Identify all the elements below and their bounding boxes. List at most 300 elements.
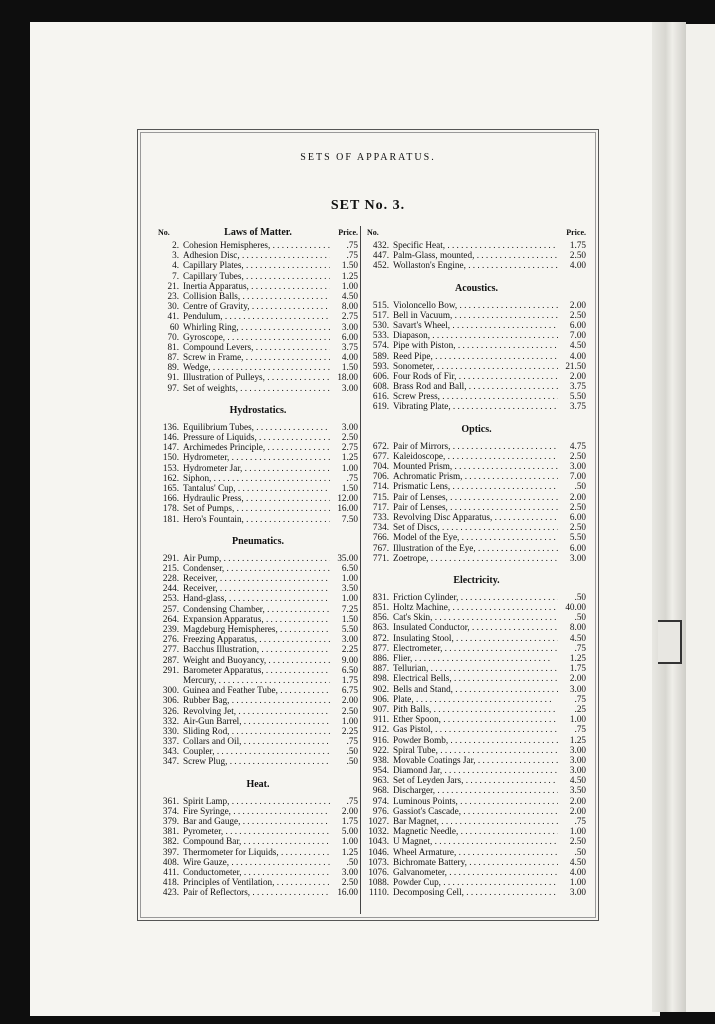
item-number: 23. bbox=[167, 290, 179, 301]
item-price: 8.00 bbox=[569, 622, 586, 633]
item-price: 12.00 bbox=[337, 493, 358, 504]
item-name: Holtz Machine, . . . bbox=[389, 602, 558, 612]
item-name: Magdeburg Hemispheres, . . . bbox=[179, 624, 330, 634]
list-item bbox=[158, 483, 358, 493]
item-name: Siphon, . . . bbox=[179, 473, 330, 483]
item-number: 2. bbox=[172, 240, 179, 250]
list-item bbox=[158, 847, 358, 857]
item-number: 1076. bbox=[368, 866, 389, 877]
item-price: 4.50 bbox=[341, 290, 358, 301]
item-name: Hydraulic Press, . . . bbox=[179, 493, 330, 503]
item-number: 963. bbox=[372, 775, 389, 786]
list-item bbox=[367, 867, 586, 877]
item-name: Pressure of Liquids, . . . bbox=[179, 432, 330, 442]
list-item bbox=[158, 736, 358, 746]
item-name: Electrometer, . . . bbox=[389, 643, 558, 653]
set-title: SET No. 3. bbox=[330, 198, 406, 213]
item-name: Whirling Ring, . . . bbox=[179, 322, 330, 332]
list-item bbox=[367, 775, 586, 785]
item-price: 1.00 bbox=[341, 462, 358, 473]
item-name: Reed Pipe, . . . bbox=[389, 351, 558, 361]
item-number: 1073. bbox=[368, 856, 389, 867]
item-number: 898. bbox=[372, 673, 389, 684]
item-name: Wire Gauze, . . . bbox=[179, 857, 330, 867]
section-title: Pneumatics. bbox=[232, 535, 284, 547]
item-price: 1.00 bbox=[569, 877, 586, 888]
item-number: 70. bbox=[167, 331, 179, 342]
item-price: 2.00 bbox=[569, 370, 586, 381]
item-name: Spirit Lamp, . . . bbox=[179, 796, 330, 806]
item-number: 619. bbox=[372, 401, 389, 412]
list-item bbox=[158, 250, 358, 260]
item-price: 1.75 bbox=[569, 663, 586, 674]
section-title: Heat. bbox=[246, 778, 270, 790]
item-price: 1.50 bbox=[341, 362, 358, 373]
list-item bbox=[158, 624, 358, 634]
section-title: Hydrostatics. bbox=[229, 404, 287, 416]
item-name: Screw Plug, . . . bbox=[179, 756, 330, 766]
item-price: 3.00 bbox=[341, 321, 358, 332]
list-item bbox=[367, 816, 586, 826]
item-name: Specific Heat, . . . bbox=[389, 240, 558, 250]
section-gap bbox=[158, 767, 358, 779]
item-price: 2.50 bbox=[341, 877, 358, 888]
list-item bbox=[158, 452, 358, 462]
item-name: Wheel Armature, . . . bbox=[389, 847, 558, 857]
section-title: Laws of Matter. bbox=[224, 227, 292, 238]
item-price: .75 bbox=[574, 724, 586, 735]
item-number: 276. bbox=[162, 634, 179, 645]
list-item bbox=[367, 847, 586, 857]
item-name: Pair of Lenses, . . . bbox=[389, 502, 558, 512]
binding-clip bbox=[658, 620, 682, 664]
item-number: 89. bbox=[167, 362, 179, 373]
item-number: 306. bbox=[162, 695, 179, 706]
item-price: 1.50 bbox=[341, 482, 358, 493]
item-name: Pair of Lenses, . . . bbox=[389, 492, 558, 502]
list-item bbox=[158, 332, 358, 342]
list-item bbox=[367, 602, 586, 612]
list-item bbox=[367, 785, 586, 795]
item-price: 1.00 bbox=[341, 573, 358, 584]
item-name: Freezing Apparatus, . . . bbox=[179, 634, 330, 644]
item-name: Wedge, . . . bbox=[179, 362, 330, 372]
list-item bbox=[367, 522, 586, 532]
item-name: Receiver, . . . bbox=[179, 583, 330, 593]
item-name: Capillary Tubes, . . . bbox=[179, 271, 330, 281]
item-price: .75 bbox=[346, 736, 358, 747]
list-item bbox=[367, 481, 586, 491]
item-name: Four Rods of Fir, . . . bbox=[389, 371, 558, 381]
item-price: 7.25 bbox=[341, 603, 358, 614]
item-name: Compound Levers, . . . bbox=[179, 342, 330, 352]
item-name: Principles of Ventilation, . . . bbox=[179, 877, 330, 887]
item-price: 1.25 bbox=[341, 846, 358, 857]
item-price: 4.00 bbox=[569, 260, 586, 271]
item-number: 326. bbox=[162, 705, 179, 716]
item-number: 886. bbox=[372, 653, 389, 663]
item-price: 21.50 bbox=[565, 360, 586, 371]
item-price: 3.00 bbox=[341, 634, 358, 645]
item-number: 831. bbox=[372, 591, 389, 602]
item-number: 97. bbox=[167, 382, 179, 393]
list-item bbox=[367, 643, 586, 653]
item-number: 877. bbox=[372, 642, 389, 653]
list-item bbox=[158, 493, 358, 503]
item-name: Gyroscope, . . . bbox=[179, 332, 330, 342]
item-name: Condensing Chamber, . . . bbox=[179, 604, 330, 614]
list-item bbox=[367, 553, 586, 563]
item-name: Set of Discs, . . . bbox=[389, 522, 558, 532]
list-item bbox=[367, 300, 586, 310]
list-item bbox=[158, 685, 358, 695]
item-number: 287. bbox=[162, 654, 179, 665]
list-item bbox=[367, 796, 586, 806]
item-price: .75 bbox=[574, 816, 586, 826]
item-name: Hydrometer Jar, . . . bbox=[179, 463, 330, 473]
item-price: 3.00 bbox=[341, 866, 358, 877]
list-item bbox=[367, 250, 586, 260]
item-number: 938. bbox=[372, 754, 389, 765]
item-name: Air Pump, . . . bbox=[179, 553, 330, 563]
list-item bbox=[158, 634, 358, 644]
list-item bbox=[158, 473, 358, 483]
item-name: Model of the Eye, . . . bbox=[389, 532, 558, 542]
item-name: Bar Magnet, . . . bbox=[389, 816, 558, 826]
item-price: 18.00 bbox=[337, 372, 358, 383]
item-price: 1.25 bbox=[569, 734, 586, 745]
list-item bbox=[158, 362, 358, 372]
item-number: 41. bbox=[167, 311, 179, 322]
item-number: 616. bbox=[372, 391, 389, 402]
item-price: 2.50 bbox=[569, 836, 586, 847]
item-name: Violoncello Bow, . . . bbox=[389, 300, 558, 310]
item-number: 767. bbox=[372, 542, 389, 553]
item-name: Condenser, . . . bbox=[179, 563, 330, 573]
item-number: 381. bbox=[162, 826, 179, 837]
list-item bbox=[158, 271, 358, 281]
item-name: Adhesion Disc, . . . bbox=[179, 250, 330, 260]
item-number: 330. bbox=[162, 725, 179, 736]
item-name: Coupler, . . . bbox=[179, 746, 330, 756]
list-item bbox=[158, 514, 358, 524]
item-price: 6.00 bbox=[569, 542, 586, 553]
item-name: Achromatic Prism, . . . bbox=[389, 471, 558, 481]
item-number: 337. bbox=[162, 736, 179, 747]
item-price: .75 bbox=[346, 240, 358, 250]
item-name: Bichromate Battery, . . . bbox=[389, 857, 558, 867]
list-item bbox=[367, 755, 586, 765]
item-number: 162. bbox=[162, 472, 179, 483]
item-name: Cohesion Hemispheres, . . . bbox=[179, 240, 330, 250]
section-title: Acoustics. bbox=[454, 282, 499, 294]
item-price: 4.00 bbox=[341, 352, 358, 363]
item-price: 1.75 bbox=[569, 240, 586, 250]
list-item bbox=[367, 381, 586, 391]
item-name: Hydrometer, . . . bbox=[179, 452, 330, 462]
item-price: .25 bbox=[574, 703, 586, 714]
item-name: Gassiot's Cascade, . . . bbox=[389, 806, 558, 816]
item-name: Pair of Mirrors, . . . bbox=[389, 441, 558, 451]
list-item bbox=[158, 877, 358, 887]
item-number: 856. bbox=[372, 612, 389, 623]
item-price: 3.75 bbox=[569, 401, 586, 412]
list-item bbox=[367, 401, 586, 411]
item-price: 2.75 bbox=[341, 311, 358, 322]
item-number: 30. bbox=[167, 301, 179, 312]
item-number: 150. bbox=[162, 452, 179, 463]
item-number: 887. bbox=[372, 663, 389, 674]
item-name: Ether Spoon, . . . bbox=[389, 714, 558, 724]
item-number: 1046. bbox=[368, 846, 389, 857]
item-number: 530. bbox=[372, 319, 389, 330]
item-name: Wollaston's Engine, . . . bbox=[389, 260, 558, 270]
item-name: Collars and Oil, . . . bbox=[179, 736, 330, 746]
item-number: 165. bbox=[162, 482, 179, 493]
list-item bbox=[158, 655, 358, 665]
item-number: 432. bbox=[372, 240, 389, 250]
item-number: 911. bbox=[373, 714, 389, 725]
list-item bbox=[158, 240, 358, 250]
section-title: Optics. bbox=[461, 423, 492, 435]
item-number: 228. bbox=[162, 573, 179, 584]
running-title: SETS OF APPARATUS. bbox=[300, 152, 436, 163]
item-number: 714. bbox=[372, 481, 389, 492]
list-item bbox=[158, 746, 358, 756]
item-number: 452. bbox=[372, 260, 389, 271]
item-number: 418. bbox=[162, 877, 179, 888]
list-item bbox=[367, 532, 586, 542]
item-price: .75 bbox=[346, 795, 358, 806]
item-name: Luminous Points, . . . bbox=[389, 796, 558, 806]
item-number: 343. bbox=[162, 746, 179, 757]
item-number: 912. bbox=[372, 724, 389, 735]
item-price: 3.00 bbox=[569, 683, 586, 694]
item-price: 35.00 bbox=[337, 552, 358, 563]
item-number: 291. bbox=[162, 664, 179, 675]
item-number: 136. bbox=[162, 421, 179, 432]
item-name: Tantalus' Cup, . . . bbox=[179, 483, 330, 493]
section-gap bbox=[367, 271, 586, 283]
column-header-no: No. bbox=[367, 228, 379, 237]
item-number: 300. bbox=[162, 685, 179, 696]
item-price: 3.00 bbox=[569, 887, 586, 898]
item-number: 166. bbox=[162, 493, 179, 504]
list-item bbox=[158, 301, 358, 311]
item-number: 181. bbox=[162, 513, 179, 524]
section-title: Electricity. bbox=[453, 574, 500, 586]
item-price: 3.00 bbox=[569, 552, 586, 563]
item-number: 766. bbox=[372, 532, 389, 543]
item-price: 1.25 bbox=[569, 653, 586, 663]
item-price: 4.50 bbox=[569, 632, 586, 643]
item-price: 2.50 bbox=[569, 450, 586, 461]
item-name: Vibrating Plate, . . . bbox=[389, 401, 558, 411]
item-price: .75 bbox=[346, 472, 358, 483]
item-name: Hero's Fountain, . . . bbox=[179, 514, 330, 524]
item-price: 2.00 bbox=[569, 673, 586, 684]
item-name: Screw Press, . . . bbox=[389, 391, 558, 401]
list-item bbox=[367, 361, 586, 371]
item-number: 397. bbox=[162, 846, 179, 857]
item-name: Diapason, . . . bbox=[389, 330, 558, 340]
catalog-frame bbox=[137, 129, 599, 921]
item-price: 16.00 bbox=[337, 887, 358, 898]
item-number: 974. bbox=[372, 795, 389, 806]
list-item bbox=[367, 826, 586, 836]
item-name: Diamond Jar, . . . bbox=[389, 765, 558, 775]
list-item bbox=[158, 432, 358, 442]
list-item bbox=[367, 592, 586, 602]
list-item bbox=[367, 451, 586, 461]
list-item bbox=[158, 583, 358, 593]
item-number: 922. bbox=[372, 744, 389, 755]
item-price: 40.00 bbox=[565, 602, 586, 613]
list-item bbox=[158, 383, 358, 393]
item-price: 6.75 bbox=[341, 685, 358, 696]
section-gap bbox=[367, 563, 586, 575]
item-number: 907. bbox=[372, 703, 389, 714]
item-number: 715. bbox=[372, 491, 389, 502]
item-number: 589. bbox=[372, 350, 389, 361]
item-price: 2.00 bbox=[341, 805, 358, 816]
list-item bbox=[158, 857, 358, 867]
item-number: 423. bbox=[162, 887, 179, 898]
item-name: Savart's Wheel, . . . bbox=[389, 320, 558, 330]
list-item bbox=[367, 371, 586, 381]
list-item bbox=[158, 756, 358, 766]
item-price: 6.00 bbox=[341, 331, 358, 342]
item-price: 1.50 bbox=[341, 260, 358, 271]
list-item bbox=[367, 461, 586, 471]
item-price: 2.00 bbox=[569, 805, 586, 816]
item-number: 517. bbox=[372, 309, 389, 320]
page-edge-binding bbox=[652, 22, 686, 1012]
item-price: 3.50 bbox=[569, 785, 586, 796]
item-number: 253. bbox=[162, 593, 179, 604]
item-price: 2.50 bbox=[569, 522, 586, 533]
list-item bbox=[158, 593, 358, 603]
list-item bbox=[158, 291, 358, 301]
item-price: .50 bbox=[574, 612, 586, 623]
list-item bbox=[367, 887, 586, 897]
item-price: 7.50 bbox=[341, 513, 358, 524]
list-item bbox=[158, 706, 358, 716]
list-item bbox=[158, 695, 358, 705]
list-item bbox=[158, 726, 358, 736]
list-item bbox=[367, 653, 586, 663]
item-number: 1032. bbox=[368, 826, 389, 837]
item-name: Insulating Stool, . . . bbox=[389, 633, 558, 643]
list-item bbox=[367, 745, 586, 755]
item-price: 1.00 bbox=[341, 836, 358, 847]
section-gap bbox=[367, 412, 586, 424]
list-item bbox=[158, 281, 358, 291]
item-price: 3.00 bbox=[569, 754, 586, 765]
item-price: 1.75 bbox=[341, 674, 358, 685]
list-item bbox=[367, 836, 586, 846]
item-name: Compound Bar, . . . bbox=[179, 836, 330, 846]
item-name: Decomposing Cell, . . . bbox=[389, 887, 558, 897]
item-name: Pendulum, . . . bbox=[179, 311, 330, 321]
list-item bbox=[367, 391, 586, 401]
list-item bbox=[158, 563, 358, 573]
item-number: 215. bbox=[162, 562, 179, 573]
item-price: .75 bbox=[574, 642, 586, 653]
item-price: 16.00 bbox=[337, 503, 358, 514]
item-price: 1.25 bbox=[341, 452, 358, 463]
item-name: Plate, . . . bbox=[389, 694, 558, 704]
list-item bbox=[367, 765, 586, 775]
item-number: 863. bbox=[372, 622, 389, 633]
item-number: 277. bbox=[162, 644, 179, 655]
list-item bbox=[158, 806, 358, 816]
list-item bbox=[367, 622, 586, 632]
list-item bbox=[158, 311, 358, 321]
item-name: Sonometer, . . . bbox=[389, 361, 558, 371]
item-name: Illustration of Pulleys, . . . bbox=[179, 372, 330, 382]
item-number: 257. bbox=[162, 603, 179, 614]
item-price: 2.00 bbox=[569, 795, 586, 806]
item-name: Galvanometer, . . . bbox=[389, 867, 558, 877]
item-price: 6.00 bbox=[569, 511, 586, 522]
list-item bbox=[367, 663, 586, 673]
item-price: 2.75 bbox=[341, 442, 358, 453]
list-item bbox=[158, 372, 358, 382]
list-item bbox=[367, 724, 586, 734]
item-number: 916. bbox=[372, 734, 389, 745]
item-number: 717. bbox=[372, 501, 389, 512]
list-item bbox=[367, 612, 586, 622]
item-number: 608. bbox=[372, 381, 389, 392]
item-price: 2.00 bbox=[569, 491, 586, 502]
item-price: 2.00 bbox=[569, 299, 586, 310]
item-price: 3.75 bbox=[341, 341, 358, 352]
item-number: 515. bbox=[372, 299, 389, 310]
left-column bbox=[158, 228, 358, 898]
section-gap bbox=[158, 393, 358, 405]
item-price: .50 bbox=[574, 481, 586, 492]
list-item bbox=[367, 857, 586, 867]
item-price: 7.00 bbox=[569, 471, 586, 482]
item-price: 1.25 bbox=[341, 270, 358, 281]
list-item bbox=[158, 614, 358, 624]
list-item bbox=[367, 673, 586, 683]
list-item bbox=[367, 512, 586, 522]
item-price: 4.75 bbox=[569, 440, 586, 451]
item-price: 4.00 bbox=[569, 350, 586, 361]
item-name: Friction Cylinder, . . . bbox=[389, 592, 558, 602]
item-name: Cat's Skin, . . . bbox=[389, 612, 558, 622]
item-number: 872. bbox=[372, 632, 389, 643]
item-price: 2.50 bbox=[569, 501, 586, 512]
item-price: 5.00 bbox=[341, 826, 358, 837]
next-page-edge bbox=[686, 24, 715, 1012]
item-name: Set of Leyden Jars, . . . bbox=[389, 775, 558, 785]
item-name: Equilibrium Tubes, . . . bbox=[179, 422, 330, 432]
list-item bbox=[158, 887, 358, 897]
item-price: 6.50 bbox=[341, 562, 358, 573]
item-name: Bells and Stand, . . . bbox=[389, 684, 558, 694]
item-name: Pipe with Piston, . . . bbox=[389, 340, 558, 350]
item-number: 677. bbox=[372, 450, 389, 461]
item-name: Zoetrope, . . . bbox=[389, 553, 558, 563]
list-item bbox=[367, 330, 586, 340]
item-number: 672. bbox=[372, 440, 389, 451]
item-name: Conductometer, . . . bbox=[179, 867, 330, 877]
item-number: 361. bbox=[162, 795, 179, 806]
item-price: 2.00 bbox=[341, 695, 358, 706]
